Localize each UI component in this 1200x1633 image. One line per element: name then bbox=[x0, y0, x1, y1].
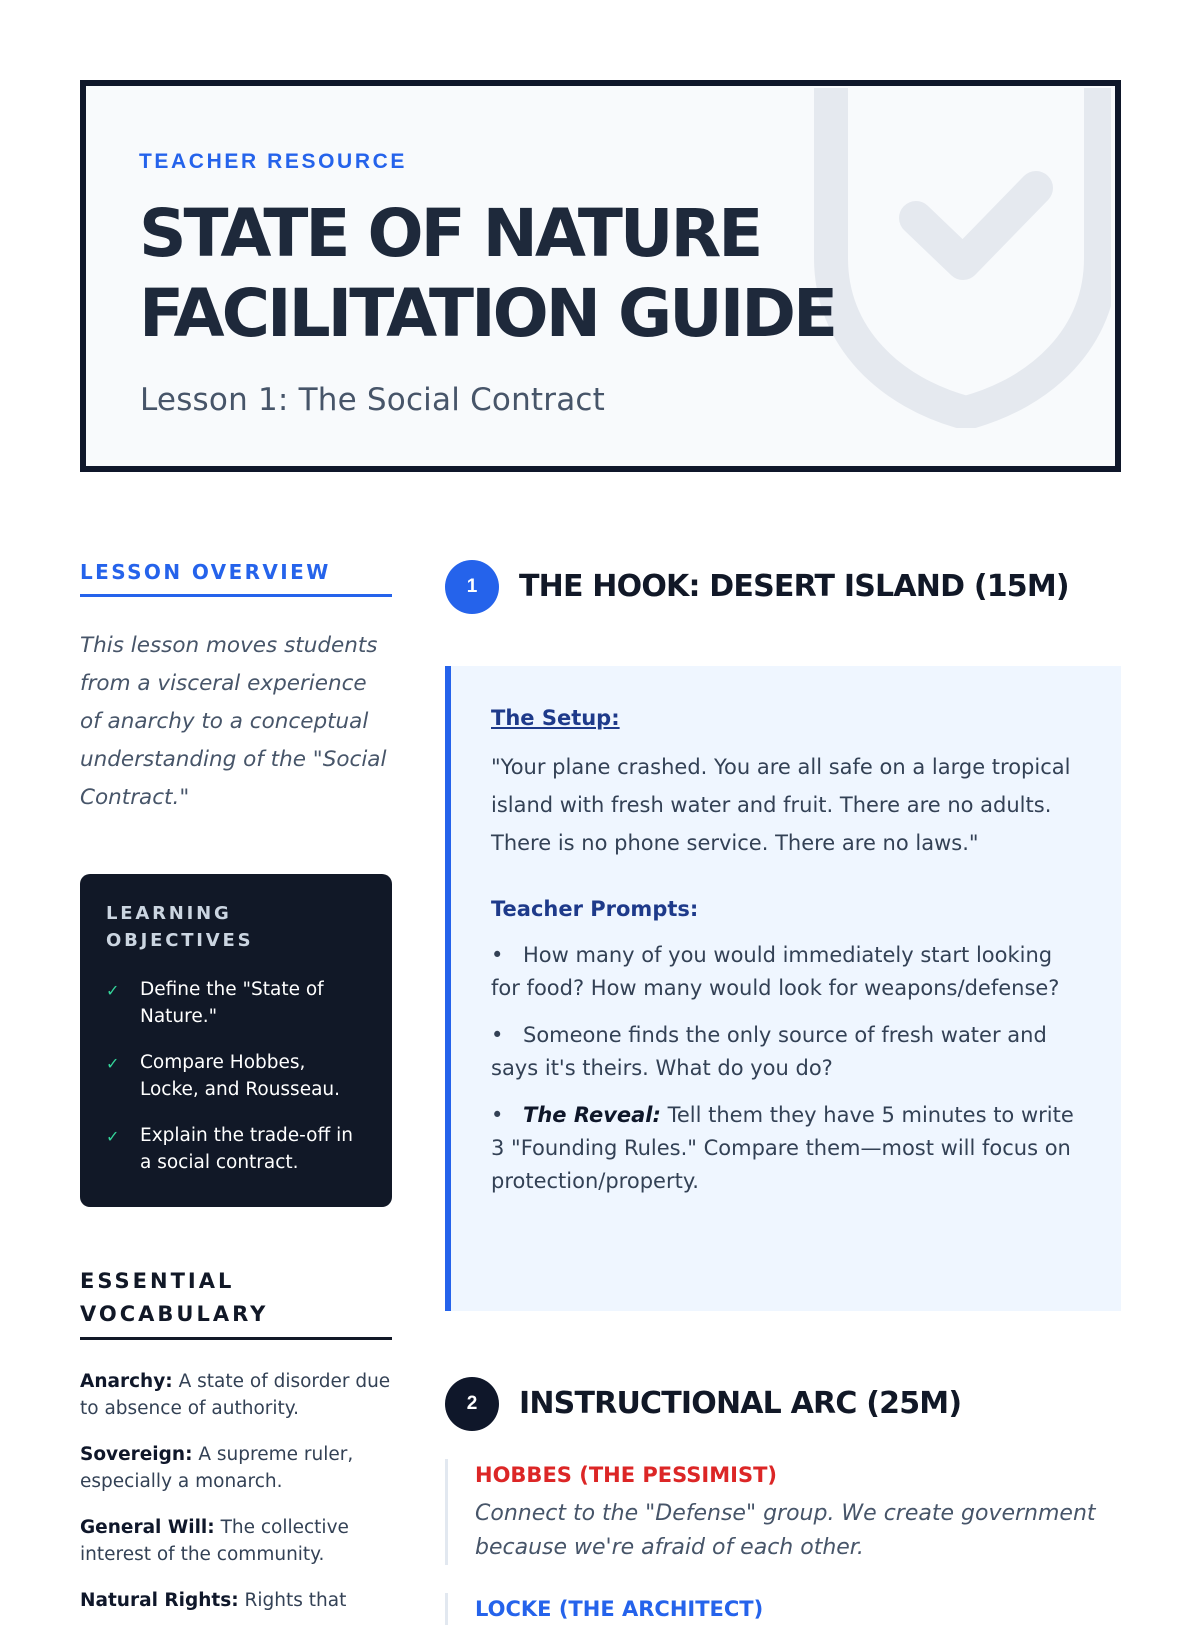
vocab-item bbox=[80, 1368, 392, 1422]
vocab-term: Anarchy: bbox=[80, 1371, 173, 1392]
setup-label: The Setup: bbox=[491, 706, 620, 730]
arc-item-hobbes bbox=[445, 1459, 1121, 1565]
vocabulary-list bbox=[80, 1368, 392, 1614]
vocab-item bbox=[80, 1441, 392, 1495]
vocab-definition: A supreme ruler, especially a monarch. bbox=[80, 1444, 354, 1492]
overview-heading: LESSON OVERVIEW bbox=[80, 560, 392, 597]
overview-text: This lesson moves students from a visceral experience of anarchy to a conceptual understanding of the "Social Contract." bbox=[80, 633, 387, 810]
page-title-line-1: STATE OF NATURE bbox=[139, 195, 761, 272]
vocab-term: Natural Rights: bbox=[80, 1590, 239, 1611]
arc-item-locke bbox=[445, 1593, 1121, 1625]
vocab-definition: The collective interest of the community. bbox=[80, 1517, 349, 1565]
page-subtitle: Lesson 1: The Social Contract bbox=[140, 382, 606, 418]
bullet-icon: • bbox=[491, 1023, 504, 1047]
objective-item bbox=[106, 1049, 366, 1103]
main-content bbox=[445, 560, 1121, 1625]
objective-text: Define the "State of Nature." bbox=[140, 979, 324, 1027]
reveal-text: Tell them they have 5 minutes to write 3 "Founding Rules." Compare them—most will focus on protection/property. bbox=[491, 1103, 1074, 1193]
arc-section-title: INSTRUCTIONAL ARC (25M) bbox=[519, 1386, 962, 1421]
section-number-badge: 2 bbox=[445, 1377, 499, 1431]
sidebar bbox=[80, 560, 392, 1611]
objective-item bbox=[106, 1122, 366, 1176]
hook-section-header bbox=[445, 560, 1121, 614]
vocabulary-section bbox=[80, 1265, 392, 1633]
objective-item bbox=[106, 976, 366, 1030]
section-number-badge: 1 bbox=[445, 560, 499, 614]
bullet-icon: • bbox=[491, 943, 504, 967]
prompt-text: Someone finds the only source of fresh water and says it's theirs. What do you do? bbox=[491, 1023, 1047, 1080]
vocabulary-heading: ESSENTIAL VOCABULARY bbox=[80, 1265, 392, 1340]
objective-text: Compare Hobbes, Locke, and Rousseau. bbox=[140, 1052, 341, 1100]
check-icon: ✓ bbox=[106, 1127, 120, 1146]
arc-item-text: Connect to the "Defense" group. We create government because we're afraid of each other. bbox=[475, 1501, 1096, 1560]
vocab-term: General Will: bbox=[80, 1517, 215, 1538]
vocab-item bbox=[80, 1587, 392, 1614]
hook-callout bbox=[445, 666, 1121, 1311]
objective-text: Explain the trade-off in a social contract. bbox=[140, 1125, 353, 1173]
vocab-definition: Rights that bbox=[244, 1590, 347, 1611]
vocab-definition: A state of disorder due to absence of authority. bbox=[80, 1371, 391, 1419]
arc-item-title: LOCKE (THE ARCHITECT) bbox=[475, 1597, 764, 1621]
prompts-list bbox=[491, 939, 1081, 1198]
arc-item-title: HOBBES (THE PESSIMIST) bbox=[475, 1463, 777, 1487]
bullet-icon: • bbox=[491, 1103, 504, 1127]
setup-text: "Your plane crashed. You are all safe on a large tropical island with fresh water and fruit. There are no adults. There is no phone service. There are no laws." bbox=[491, 755, 1071, 855]
prompts-label: Teacher Prompts: bbox=[491, 897, 699, 921]
objectives-list bbox=[106, 976, 366, 1176]
prompt-item bbox=[491, 1019, 1081, 1085]
objectives-heading: LEARNING OBJECTIVES bbox=[106, 903, 254, 951]
check-icon: ✓ bbox=[106, 1054, 120, 1073]
hook-section-title: THE HOOK: DESERT ISLAND (15M) bbox=[519, 569, 1069, 604]
eyebrow-label: TEACHER RESOURCE bbox=[139, 150, 407, 173]
check-icon: ✓ bbox=[106, 981, 120, 1000]
reveal-label: The Reveal: bbox=[523, 1103, 661, 1127]
vocab-item bbox=[80, 1514, 392, 1568]
prompt-item bbox=[491, 1099, 1081, 1198]
page-title-line-2: FACILITATION GUIDE bbox=[139, 275, 836, 352]
header-card bbox=[80, 80, 1121, 472]
arc-section-header bbox=[445, 1377, 1121, 1431]
prompt-item bbox=[491, 939, 1081, 1005]
vocab-term: Sovereign: bbox=[80, 1444, 193, 1465]
page-title bbox=[139, 194, 1039, 354]
objectives-card bbox=[80, 874, 392, 1207]
prompt-text: How many of you would immediately start looking for food? How many would look for weapons/defense? bbox=[491, 943, 1060, 1000]
